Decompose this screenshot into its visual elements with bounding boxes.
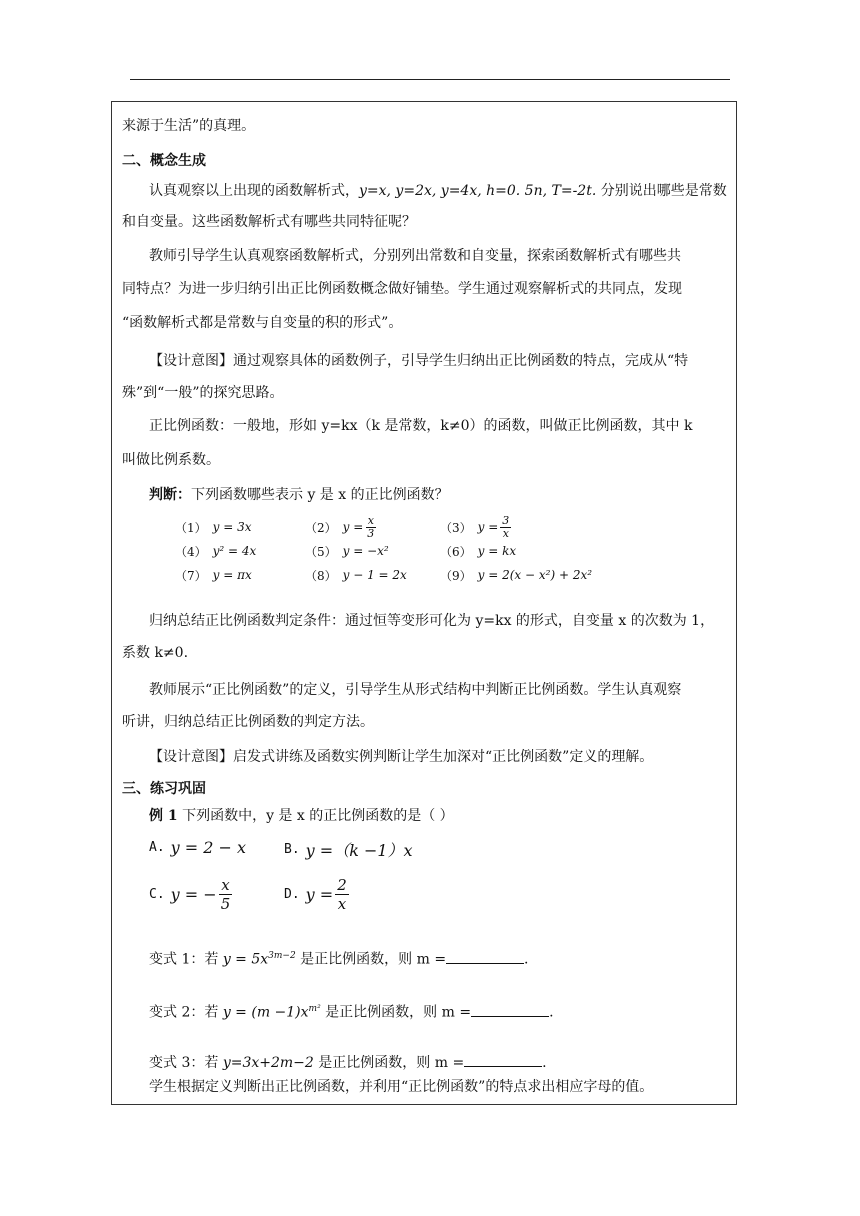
design-intent-1: 【设计意图】通过观察具体的函数例子，引导学生归纳出正比例函数的特点，完成从“特 xyxy=(149,353,689,369)
paragraph-observe-2: 和自变量。这些函数解析式有哪些共同特征呢？ xyxy=(122,214,416,230)
definition-1: 正比例函数：一般地，形如 y=kx（k 是常数，k≠0）的函数，叫做正比例函数，其中 k xyxy=(149,418,693,434)
option-b: B. y =（k −1）x xyxy=(284,841,413,860)
option-c: C. y = − $\frac{x}{5}$ xyxy=(149,876,231,913)
design-intent-2: 【设计意图】启发式讲练及函数实例判断让学生加深对“正比例函数”定义的理解。 xyxy=(149,749,654,765)
example-1: 例 1 下列函数中，y 是 x 的正比例函数的是（ ） xyxy=(149,808,454,824)
formula-list: y=x, y=2x, y=4x, h=0. 5n, T=-2t. xyxy=(359,183,597,199)
variant-1: 变式 1：若 $y = 5x^{3m-2}$ 是正比例函数，则 m = . xyxy=(149,946,729,970)
judge-prompt: 判断：下列函数哪些表示 y 是 x 的正比例函数？ xyxy=(149,487,449,503)
answer-blank-3[interactable] xyxy=(464,1052,542,1067)
header-rule xyxy=(130,79,730,80)
paragraph-teacher-3: “函数解析式都是常数与自变量的积的形式”。 xyxy=(122,315,403,331)
paragraph-continuation: 来源于生活”的真理。 xyxy=(122,118,256,134)
section-heading-concept: 二、概念生成 xyxy=(122,153,206,169)
answer-blank-2[interactable] xyxy=(471,1002,549,1017)
paragraph-observe: 认真观察以上出现的函数解析式，y=x, y=2x, y=4x, h=0. 5n, T=-2t. 分别说出哪些是常数 xyxy=(149,183,727,199)
variant-3: 变式 3：若 y=3x+2m−2 是正比例函数，则 m = . xyxy=(149,1052,729,1073)
design-intent-1b: 殊”到“一般”的探究思路。 xyxy=(122,385,284,401)
option-d: D. y = $\frac{2}{x}$ xyxy=(284,876,347,913)
judge-grid: （1） y = 3x （2） y = $\frac{x}{3}$ （3） y = $\frac{3}{x}$ （4） y² = 4x （5） y = −x² （6） y = kx （7） y = πx （8） y − 1 = 2x （9） y = 2(x − x²) + 2x² xyxy=(175,513,593,583)
option-a: A. y = 2 − x xyxy=(149,838,247,857)
summary-2: 系数 k≠0. xyxy=(122,645,189,661)
teacher-show-2: 听讲，归纳总结正比例函数的判定方法。 xyxy=(122,714,374,730)
definition-2: 叫做比例系数。 xyxy=(122,452,220,468)
section-heading-practice: 三、练习巩固 xyxy=(122,781,206,797)
answer-blank-1[interactable] xyxy=(446,949,524,964)
paragraph-teacher-2: 同特点？为进一步归纳引出正比例函数概念做好铺垫。学生通过观察解析式的共同点，发现 xyxy=(122,281,682,297)
teacher-show-1: 教师展示“正比例函数”的定义，引导学生从形式结构中判断正比例函数。学生认真观察 xyxy=(149,682,682,698)
closing-paragraph: 学生根据定义判断出正比例函数，并利用“正比例函数”的特点求出相应字母的值。 xyxy=(149,1079,654,1095)
variant-2: 变式 2：若 $y = (m -1)x^{m^2}$ 是正比例函数，则 m = . xyxy=(149,999,729,1023)
summary-1: 归纳总结正比例函数判定条件：通过恒等变形可化为 y=kx 的形式，自变量 x 的次数为 1， xyxy=(149,613,715,629)
paragraph-teacher-1: 教师引导学生认真观察函数解析式，分别列出常数和自变量，探索函数解析式有哪些共 xyxy=(149,248,681,264)
